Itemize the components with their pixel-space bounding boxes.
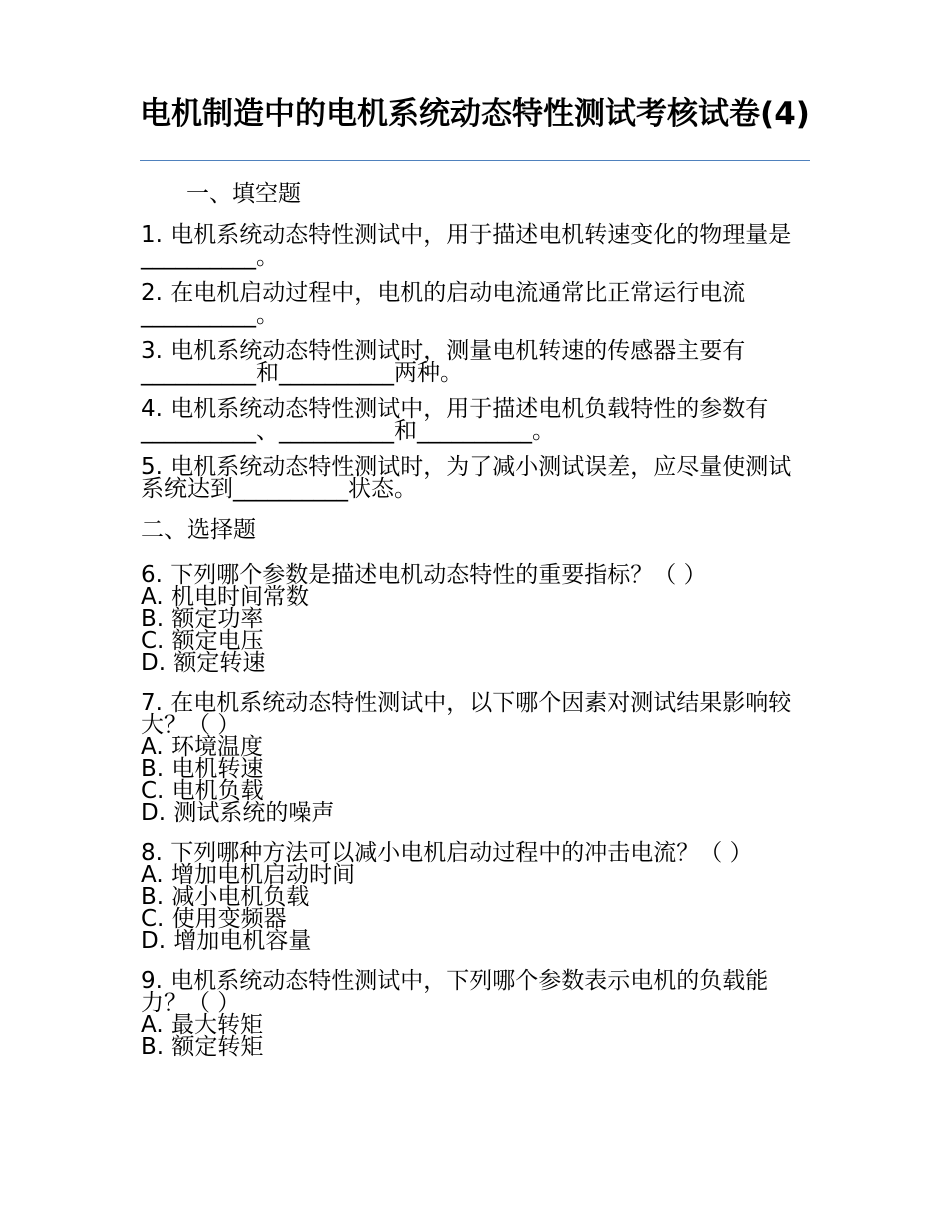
option-c: C. 使用变频器 [141, 906, 287, 932]
choice-question-7 [141, 692, 796, 824]
option-a: A. 环境温度 [141, 734, 263, 760]
option-b: B. 减小电机负载 [141, 884, 310, 910]
section-heading-choice: 二、选择题 [141, 517, 256, 543]
question-text: 8. 下列哪种方法可以减小电机启动过程中的冲击电流？（ ） [141, 840, 753, 866]
fill-question-5: 5. 电机系统动态特性测试时，为了减小测试误差，应尽量使测试系统达到__________状态。 [141, 454, 792, 502]
option-d: D. 增加电机容量 [141, 928, 312, 954]
question-text: 9. 电机系统动态特性测试中，下列哪个参数表示电机的负载能力？（ ） [141, 968, 769, 1016]
exam-content [141, 178, 796, 1058]
option-d: D. 测试系统的噪声 [141, 800, 335, 826]
option-b: B. 电机转速 [141, 756, 264, 782]
choice-question-6 [141, 564, 796, 674]
option-b: B. 额定功率 [141, 606, 264, 632]
section-heading-fill: 一、填空题 [186, 181, 301, 207]
question-text: 6. 下列哪个参数是描述电机动态特性的重要指标？（ ） [141, 562, 707, 588]
choice-question-8 [141, 842, 796, 952]
fill-question-4: 4. 电机系统动态特性测试中，用于描述电机负载特性的参数有__________、__________和__________。 [141, 396, 769, 444]
choice-question-9 [141, 970, 796, 1058]
title-underline [140, 160, 810, 161]
fill-question-2: 2. 在电机启动过程中，电机的启动电流通常比正常运行电流__________。 [141, 280, 746, 328]
option-a: A. 最大转矩 [141, 1012, 263, 1038]
option-c: C. 额定电压 [141, 628, 264, 654]
option-a: A. 增加电机启动时间 [141, 862, 355, 888]
question-text: 7. 在电机系统动态特性测试中，以下哪个因素对测试结果影响较大？（ ） [141, 690, 792, 738]
page-title: 电机制造中的电机系统动态特性测试考核试卷(4) [140, 96, 810, 132]
option-b: B. 额定转矩 [141, 1034, 264, 1060]
fill-question-3: 3. 电机系统动态特性测试时，测量电机转速的传感器主要有__________和__________两种。 [141, 338, 746, 386]
option-a: A. 机电时间常数 [141, 584, 309, 610]
option-c: C. 电机负载 [141, 778, 264, 804]
fill-question-1: 1. 电机系统动态特性测试中，用于描述电机转速变化的物理量是__________。 [141, 222, 792, 270]
option-d: D. 额定转速 [141, 650, 266, 676]
